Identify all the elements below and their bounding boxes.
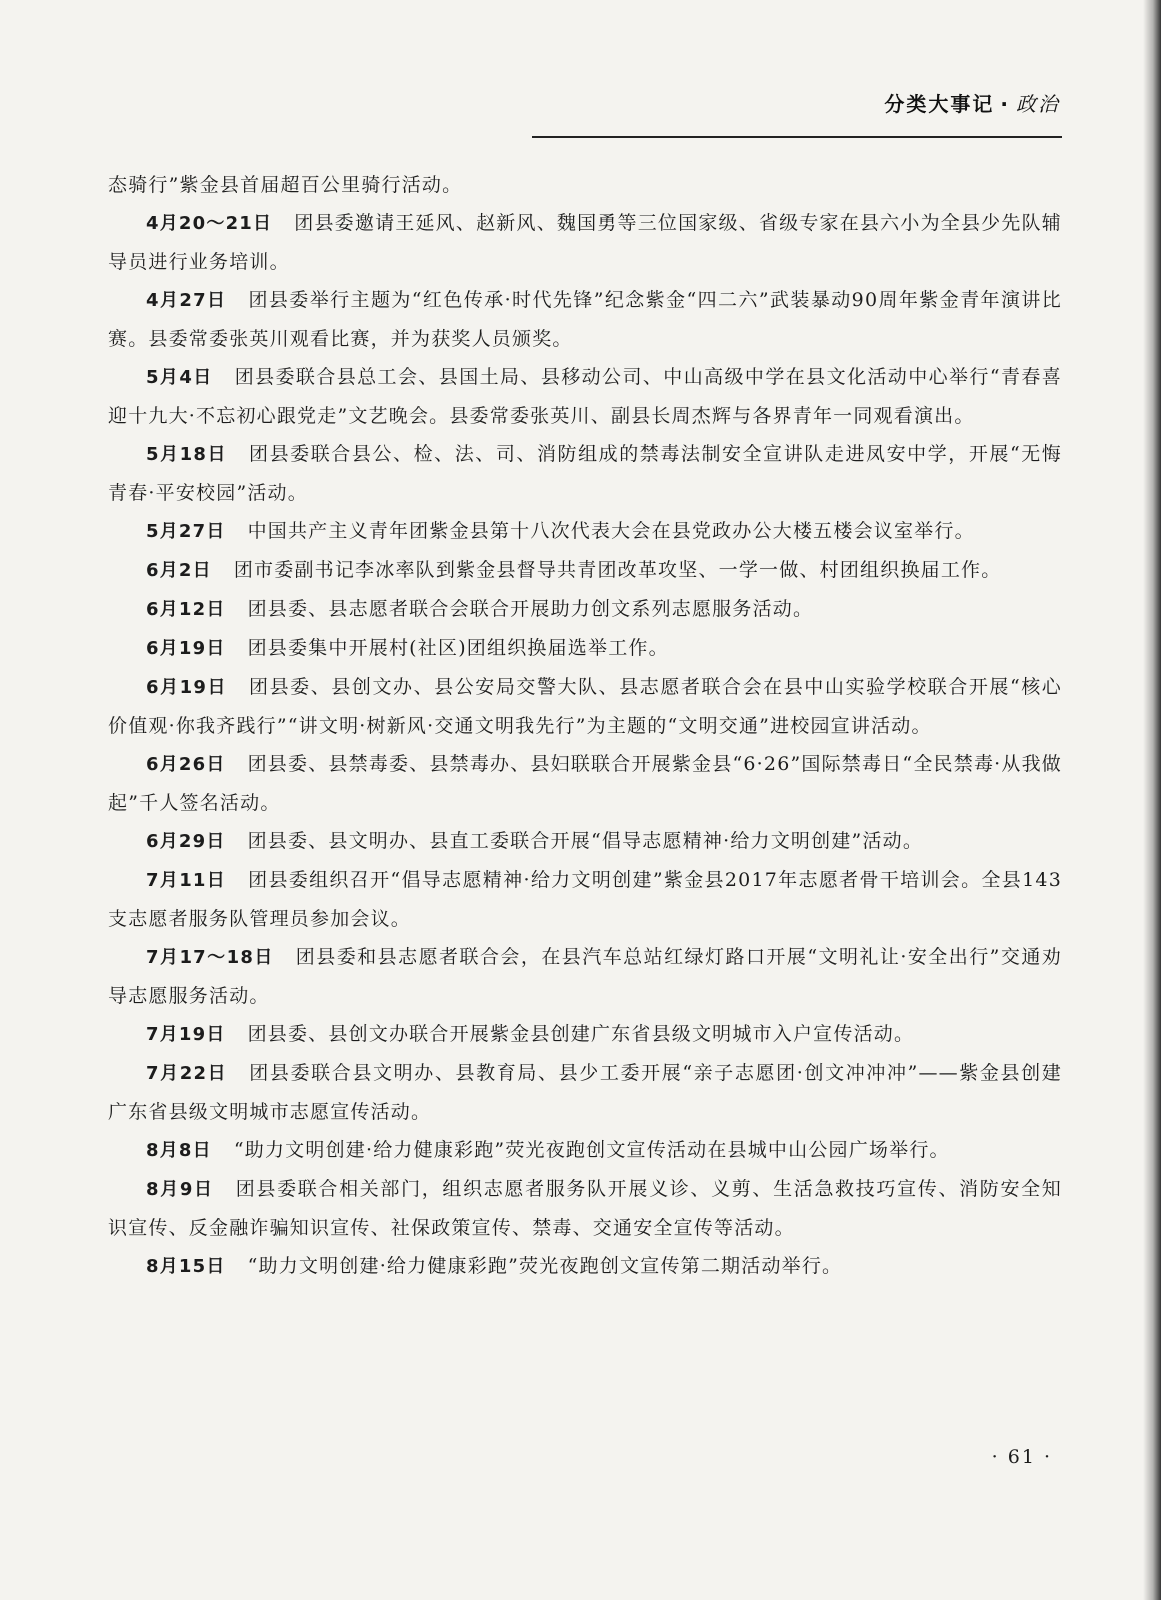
- entry-text: 团市委副书记李冰率队到紫金县督导共青团改革攻坚、一学一做、村团组织换届工作。: [233, 559, 1002, 581]
- entry-text: 团县委、县文明办、县直工委联合开展“倡导志愿精神·给力文明创建”活动。: [247, 830, 924, 852]
- entry-date: 5月27日: [146, 521, 226, 542]
- chronicle-entry: [108, 745, 1062, 822]
- chronicle-entry: [108, 590, 1062, 629]
- entry-date: 7月17～18日: [146, 947, 274, 968]
- entry-date: 4月20～21日: [146, 213, 273, 234]
- entry-text: 团县委邀请王延风、赵新风、魏国勇等三位国家级、省级专家在县六小为全县少先队辅导员进行业务培训。: [108, 212, 1062, 273]
- chronicle-entry: [108, 358, 1062, 435]
- entry-text: 团县委、县创文办、县公安局交警大队、县志愿者联合会在县中山实验学校联合开展“核心价值观·你我齐践行”“讲文明·树新风·交通文明我先行”为主题的“文明交通”进校园宣讲活动。: [108, 676, 1063, 737]
- entry-text: 团县委组织召开“倡导志愿精神·给力文明创建”紫金县2017年志愿者骨干培训会。全县143支志愿者服务队管理员参加会议。: [108, 869, 1063, 930]
- chronicle-entry: [108, 1131, 1062, 1170]
- entry-date: 5月18日: [146, 444, 228, 465]
- chronicle-entry: [108, 551, 1062, 590]
- chronicle-entry: [108, 629, 1062, 668]
- entry-date: 8月15日: [146, 1256, 226, 1277]
- entry-text: 团县委、县志愿者联合会联合开展助力创文系列志愿服务活动。: [247, 598, 814, 620]
- entry-date: 5月4日: [146, 367, 213, 388]
- entry-text: 团县委联合县总工会、县国土局、县移动公司、中山高级中学在县文化活动中心举行“青春喜迎十九大·不忘初心跟党走”文艺晚会。县委常委张英川、副县长周杰辉与各界青年一同观看演出。: [108, 366, 1062, 427]
- entry-text: 中国共产主义青年团紫金县第十八次代表大会在县党政办公大楼五楼会议室举行。: [247, 520, 975, 542]
- header-title: 分类大事记: [884, 92, 995, 116]
- entry-text: 团县委联合县文明办、县教育局、县少工委开展“亲子志愿团·创文冲冲冲”——紫金县创建广东省县级文明城市志愿宣传活动。: [108, 1062, 1062, 1123]
- chronicle-entry: [108, 822, 1062, 861]
- chronicle-entry: [108, 1054, 1062, 1131]
- entry-text: 团县委举行主题为“红色传承·时代先锋”纪念紫金“四二六”武装暴动90周年紫金青年演讲比赛。县委常委张英川观看比赛，并为获奖人员颁奖。: [108, 289, 1063, 350]
- page-edge-shadow: [1143, 0, 1161, 1600]
- chronicle-entry: [108, 861, 1062, 938]
- chronicle-entry: [108, 668, 1062, 745]
- chronicle-body: [108, 166, 1062, 1286]
- entry-date: 6月19日: [146, 638, 226, 659]
- entry-text: 团县委联合县公、检、法、司、消防组成的禁毒法制安全宣讲队走进凤安中学，开展“无悔青春·平安校园”活动。: [108, 443, 1063, 504]
- header-separator: ·: [1000, 92, 1010, 116]
- entry-date: 6月26日: [146, 754, 226, 775]
- entry-date: 8月8日: [146, 1140, 212, 1161]
- entry-text: 团县委联合相关部门，组织志愿者服务队开展义诊、义剪、生活急救技巧宣传、消防安全知识宣传、反金融诈骗知识宣传、社保政策宣传、禁毒、交通安全宣传等活动。: [108, 1178, 1062, 1239]
- entry-text: 团县委、县禁毒委、县禁毒办、县妇联联合开展紫金县“6·26”国际禁毒日“全民禁毒·从我做起”千人签名活动。: [108, 753, 1062, 814]
- page-number: · 61 ·: [991, 1446, 1052, 1468]
- chronicle-entry: [108, 281, 1062, 358]
- entry-date: 7月11日: [146, 870, 227, 891]
- chronicle-entry: [108, 512, 1062, 551]
- entry-text: “助力文明创建·给力健康彩跑”荧光夜跑创文宣传第二期活动举行。: [247, 1255, 843, 1277]
- chronicle-entry: [108, 204, 1062, 281]
- chronicle-entry: [108, 938, 1062, 1015]
- entry-date: 6月19日: [146, 677, 228, 698]
- entry-text: 团县委集中开展村(社区)团组织换届选举工作。: [247, 637, 669, 659]
- entry-text: “助力文明创建·给力健康彩跑”荧光夜跑创文宣传活动在县城中山公园广场举行。: [233, 1139, 950, 1161]
- entry-date: 6月2日: [146, 560, 212, 581]
- entry-date: 7月19日: [146, 1024, 226, 1045]
- chronicle-entry: [108, 1170, 1062, 1247]
- chronicle-entry: [108, 435, 1062, 512]
- entry-date: 8月9日: [146, 1179, 214, 1200]
- entry-date: 4月27日: [146, 290, 227, 311]
- chronicle-entry: [108, 1247, 1062, 1286]
- entry-text: 团县委和县志愿者联合会，在县汽车总站红绿灯路口开展“文明礼让·安全出行”交通劝导志愿服务活动。: [108, 946, 1062, 1007]
- chronicle-entry: [108, 1015, 1062, 1054]
- header-section: 政治: [1016, 92, 1060, 116]
- running-header: [540, 88, 1060, 117]
- intro-continuation: 态骑行”紫金县首届超百公里骑行活动。: [108, 174, 463, 196]
- entry-text: 团县委、县创文办联合开展紫金县创建广东省县级文明城市入户宣传活动。: [247, 1023, 915, 1045]
- entry-date: 6月29日: [146, 831, 226, 852]
- entry-date: 6月12日: [146, 599, 226, 620]
- header-rule: [532, 136, 1062, 138]
- entry-date: 7月22日: [146, 1063, 228, 1084]
